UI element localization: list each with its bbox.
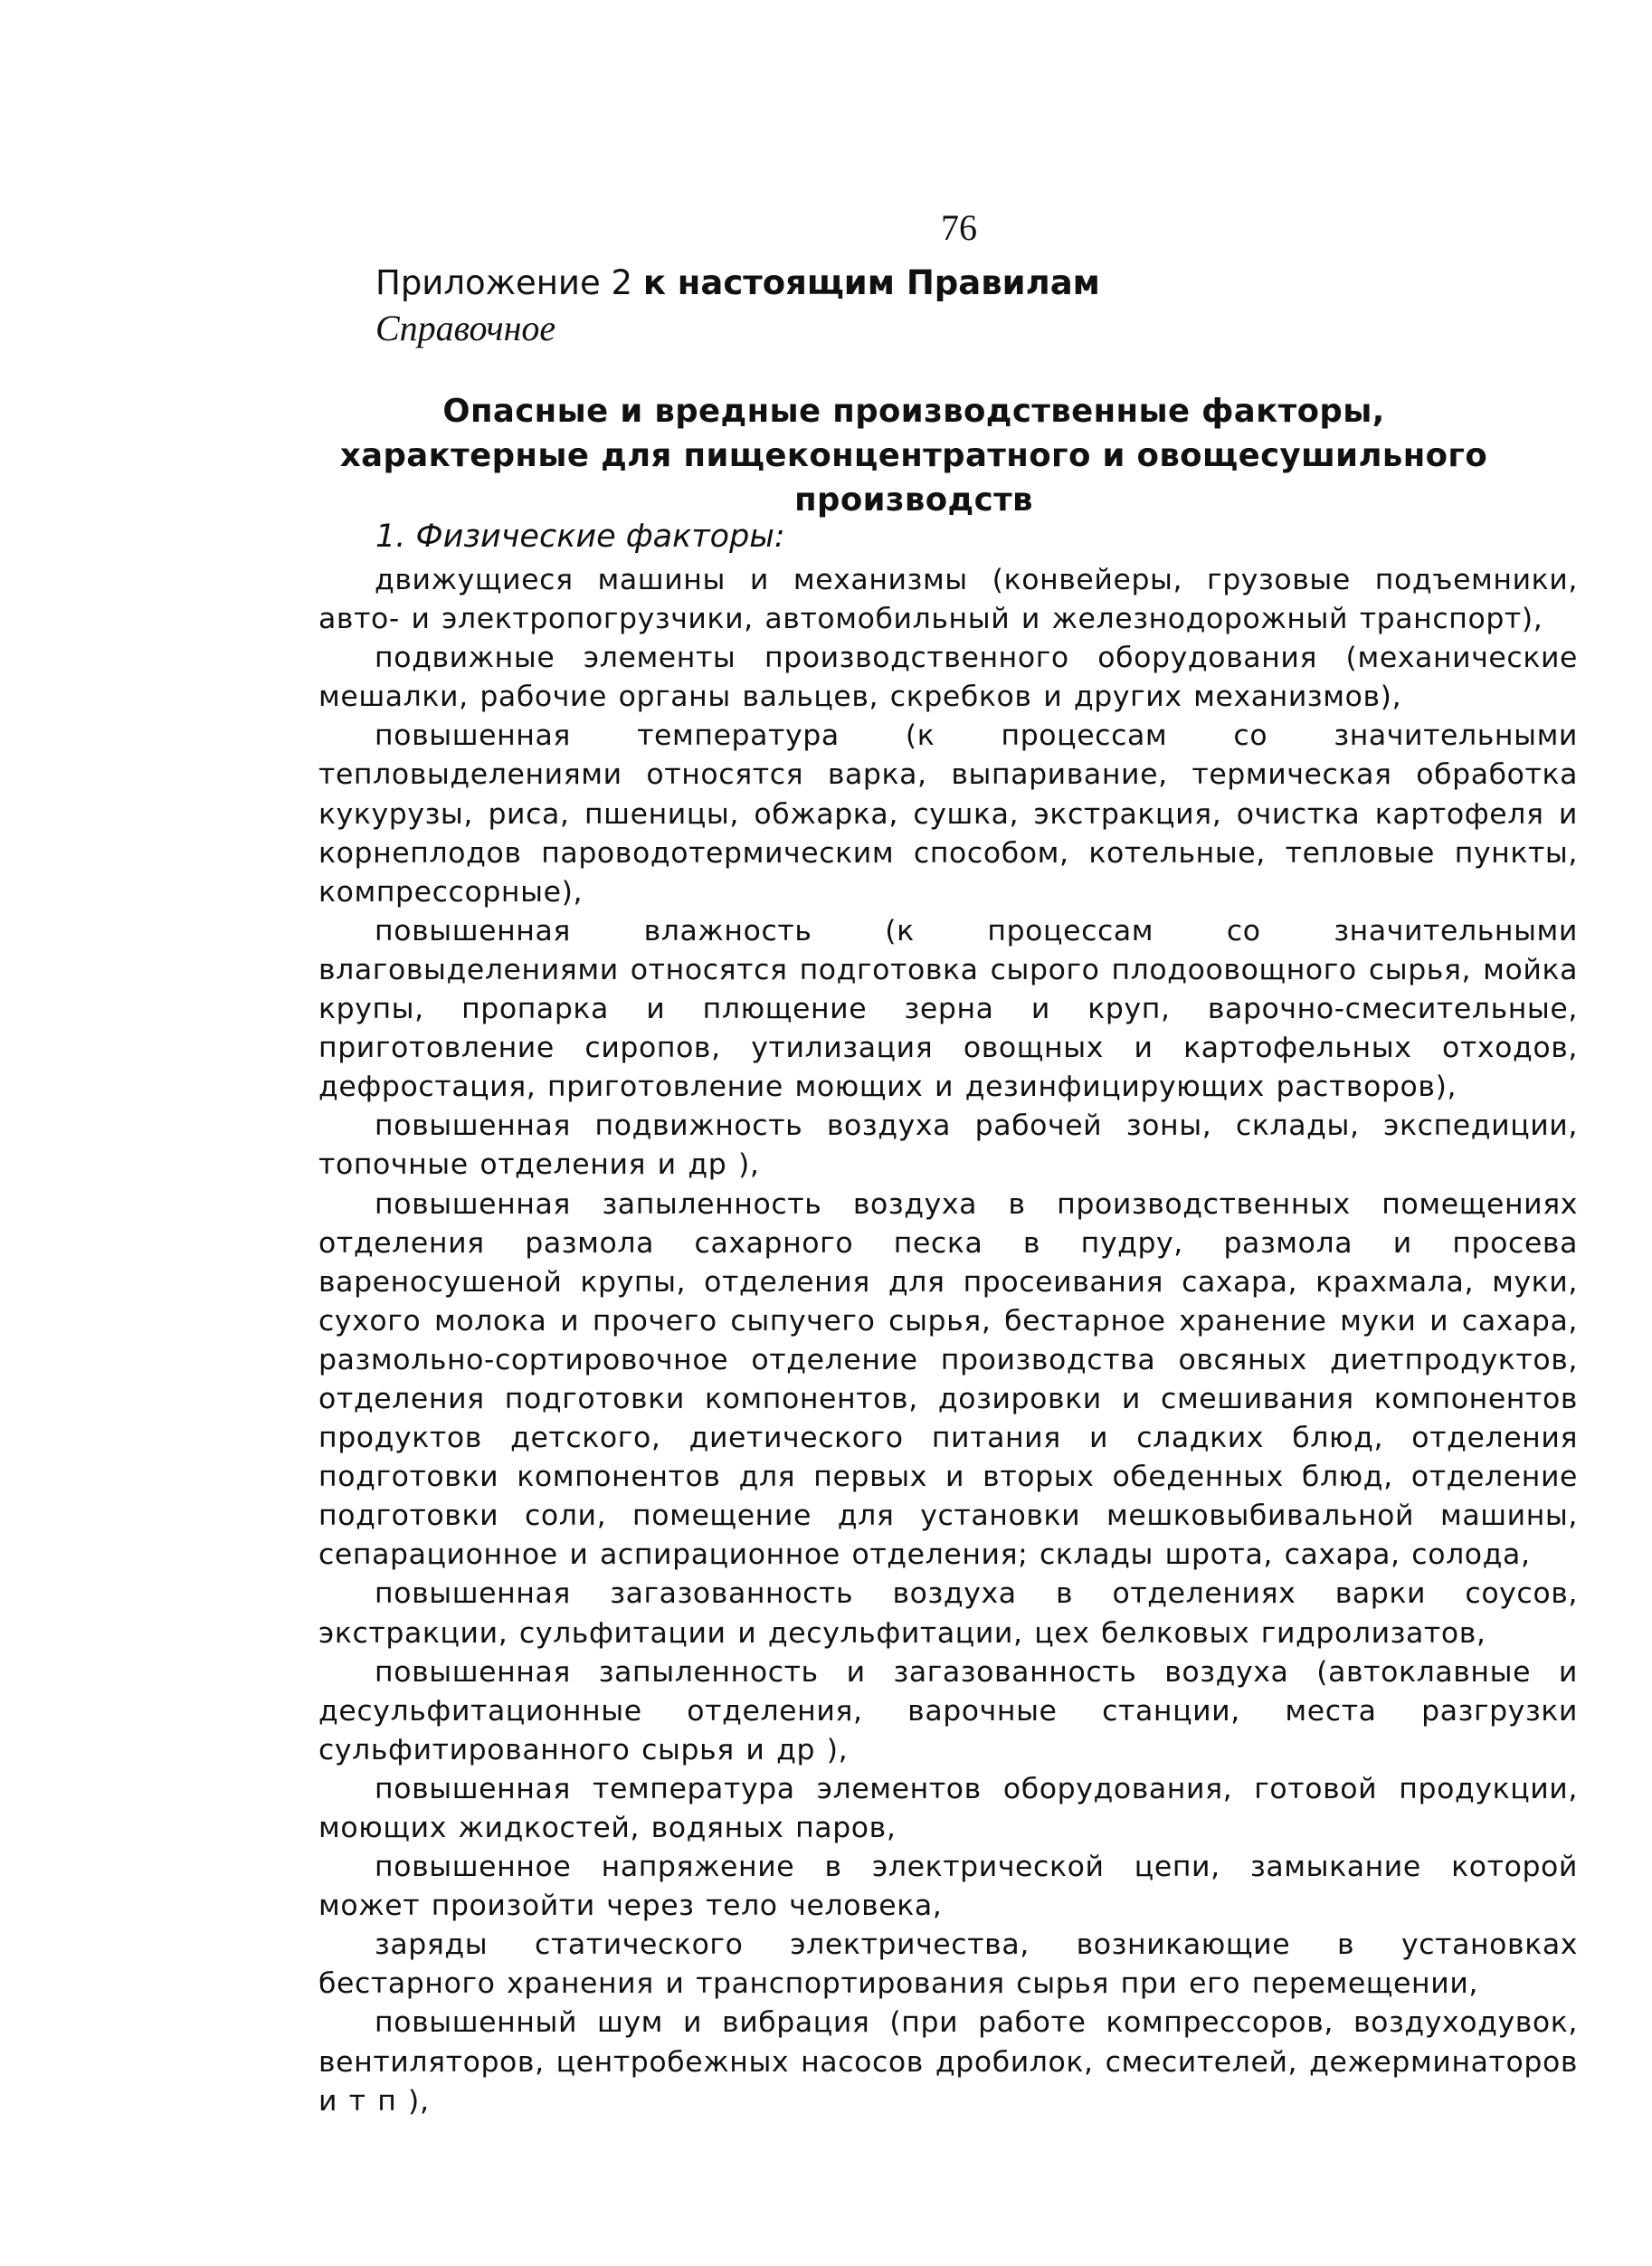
list-item: заряды статического электричества, возникающие в установках бестарного хранения и транспортирования сырья при его перемещении,: [318, 1928, 1578, 2001]
title-line: производств: [794, 481, 1033, 519]
factors-list: [318, 561, 1578, 2121]
list-item: повышенная температура (к процессам со значительными тепловыделениями относятся варка, выпаривание, термическая обработка кукурузы, риса, пшеницы, обжарка, сушка, экстракция, очистка картофеля и корнеплодов пароводотермическим способом, котельные, тепловые пункты, компрессорные),: [318, 719, 1578, 909]
list-item: повышенная влажность (к процессам со значительными влаговыделениями относятся подготовка сырого плодоовощного сырья, мойка крупы, пропарка и плющение зерна и круп, варочно-смесительные, приготовление сиропов, утилизация овощных и картофельных отходов, дефростация, приготовление моющих и дезинфицирующих растворов),: [318, 914, 1578, 1104]
appendix-reference: [375, 261, 1100, 306]
list-item: повышенная запыленность воздуха в производственных помещениях отделения размола сахарного песка в пудру, размола и просева вареносушеной крупы, отделения для просеивания сахара, крахмала, муки, сухого молока и прочего сыпучего сырья, бестарное хранение муки и сахара, размольно-сортировочное отделение производства овсяных диетпродуктов, отделения подготовки компонентов, дозировки и смешивания компонентов продуктов детского, диетического питания и сладких блюд, отделения подготовки компонентов для первых и вторых обеденных блюд, отделение подготовки соли, помещение для установки мешковыбивальной машины, сепарационное и аспирационное отделения; склады шрота, сахара, солода,: [318, 1187, 1578, 1572]
page-number: 76: [941, 207, 977, 248]
list-item: повышенная загазованность воздуха в отделениях варки соусов, экстракции, сульфитации и десульфитации, цех белковых гидролизатов,: [318, 1577, 1578, 1650]
reference-label: Справочное: [375, 308, 556, 348]
document-title: [326, 389, 1502, 522]
appendix-rules-ref: к настоящим Правилам: [642, 263, 1100, 302]
title-line: Опасные и вредные производственные факторы,: [442, 393, 1385, 430]
appendix-prefix: Приложение 2: [375, 263, 643, 302]
list-item: подвижные элементы производственного оборудования (механические мешалки, рабочие органы вальцев, скребков и других механизмов),: [318, 642, 1578, 714]
list-item: движущиеся машины и механизмы (конвейеры, грузовые подъемники, авто- и электропогрузчики, автомобильный и железнодорожный транспорт),: [318, 564, 1578, 636]
list-item: повышенная температура элементов оборудования, готовой продукции, моющих жидкостей, водяных паров,: [318, 1772, 1578, 1844]
list-item: повышенная подвижность воздуха рабочей зоны, склады, экспедиции, топочные отделения и др ),: [318, 1109, 1578, 1182]
list-item: повышенное напряжение в электрической цепи, замыкание которой может произойти через тело человека,: [318, 1851, 1578, 1923]
section-heading: 1. Физические факторы:: [375, 519, 785, 555]
list-item: повышенный шум и вибрация (при работе компрессоров, воздуходувок, вентиляторов, центробежных насосов дробилок, смесителей, дежерминаторов и т п ),: [318, 2006, 1578, 2118]
list-item: повышенная запыленность и загазованность воздуха (автоклавные и десульфитационные отделения, варочные станции, места разгрузки сульфитированного сырья и др ),: [318, 1655, 1578, 1766]
title-line: характерные для пищеконцентратного и овощесушильного: [339, 437, 1488, 474]
